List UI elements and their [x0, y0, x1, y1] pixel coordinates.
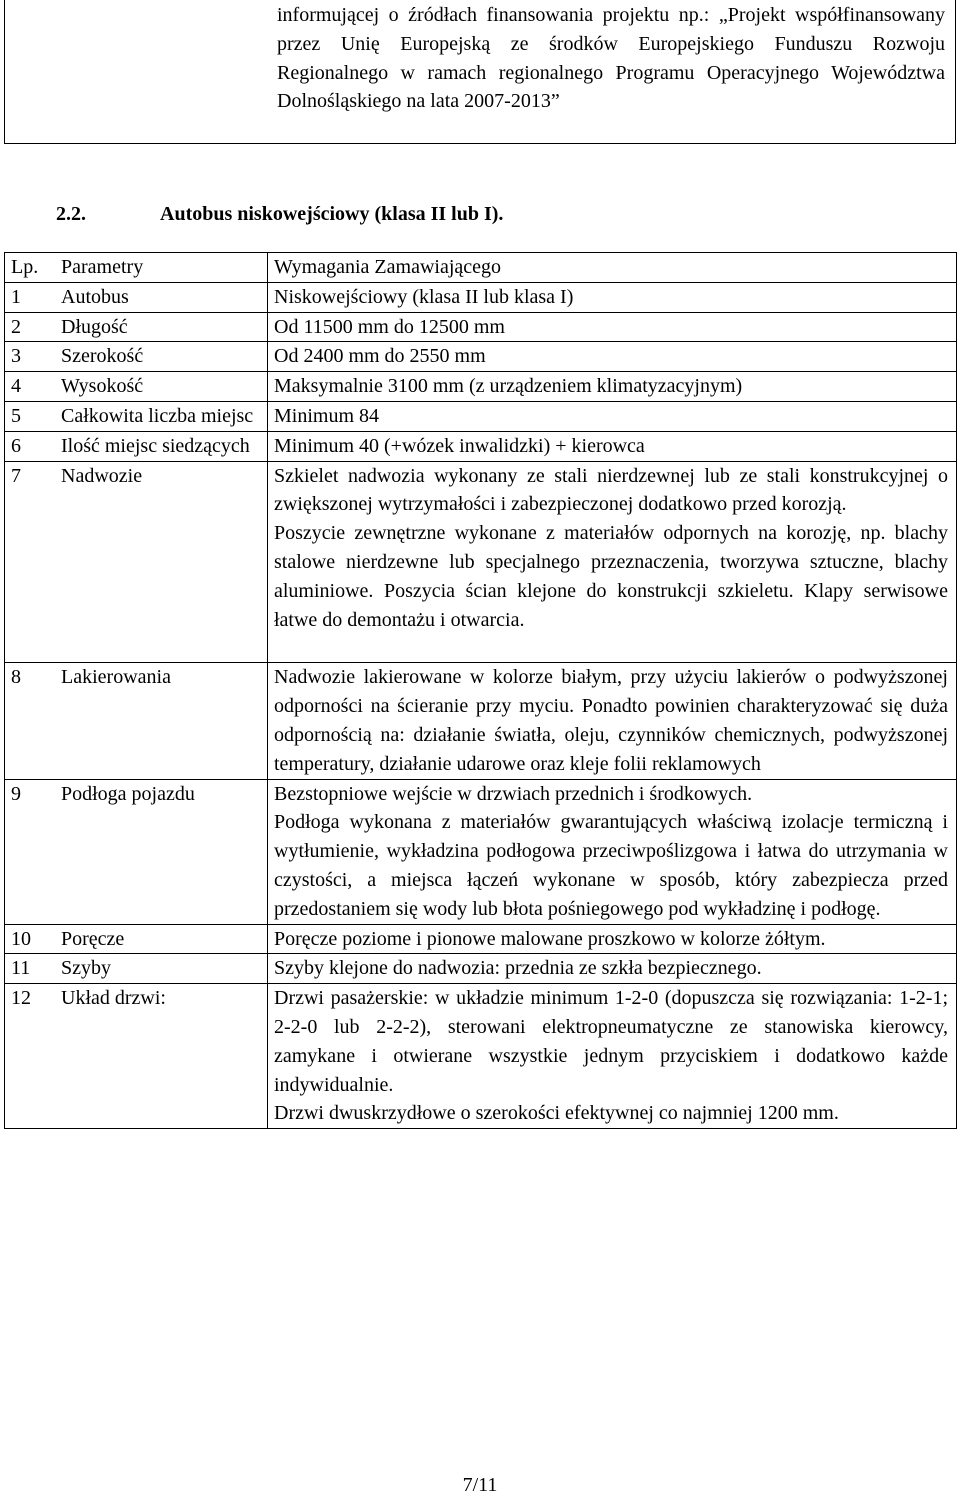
req-text: Nadwozie lakierowane w kolorze białym, przy użyciu lakierów o podwyższonej odporności na ścieranie przy myciu. Ponadto powinien charakteryzować się duża odpornością na: działanie światła, oleju, czynników chemicznych, podwyższonej temperatury, działanie udarowe oraz kleje folii reklamowych — [274, 666, 948, 775]
param-name: Układ drzwi: — [61, 987, 166, 1010]
header-param: Parametry — [61, 256, 144, 278]
param-cell — [5, 312, 268, 342]
row-number: 4 — [11, 375, 21, 398]
top-note-box — [4, 0, 956, 144]
row-number: 11 — [11, 957, 31, 980]
table-row — [5, 779, 957, 924]
table-row — [5, 431, 957, 461]
req-text: Podłoga wykonana z materiałów gwarantujących właściwą izolacje termiczną i wytłumienie, wykładzina podłogowa przeciwpoślizgowa i łatwa do utrzymania w czystości, a miejsca łączeń wykonane w sposób, który zabezpiecza przed przedostaniem się wody lub błota pośniegowego pod wykładzinę i podłogę. — [274, 811, 948, 920]
req-cell — [268, 954, 957, 984]
row-number: 3 — [11, 345, 21, 368]
table-row — [5, 924, 957, 954]
param-cell — [5, 342, 268, 372]
table-row — [5, 312, 957, 342]
req-text: Szyby klejone do nadwozia: przednia ze szkła bezpiecznego. — [274, 957, 762, 980]
req-text: Minimum 40 (+wózek inwalidzki) + kierowca — [274, 434, 645, 457]
param-name: Całkowita liczba miejsc — [61, 404, 254, 427]
row-number: 7 — [11, 464, 21, 487]
param-name: Poręcze — [61, 927, 125, 950]
req-text: Od 2400 mm do 2550 mm — [274, 345, 486, 368]
req-text: Poszycie zewnętrzne wykonane z materiałów odpornych na korozję, np. blachy stalowe nierdzewne lub specjalnego przeznaczenia, tworzywa sztuczne, blachy aluminiowe. Poszycia ścian klejone do konstrukcji szkieletu. Klapy serwisowe łatwe do demontażu i otwarcia. — [274, 522, 948, 631]
param-name: Wysokość — [61, 375, 144, 398]
req-cell — [268, 663, 957, 779]
req-cell — [268, 312, 957, 342]
row-number: 1 — [11, 285, 21, 308]
param-cell — [5, 372, 268, 402]
req-text: Drzwi dwuskrzydłowe o szerokości efektywnej co najmniej 1200 mm. — [274, 1102, 839, 1125]
param-name: Autobus — [61, 285, 129, 308]
table-row — [5, 282, 957, 312]
section-heading — [56, 200, 503, 229]
table-header-row — [5, 253, 957, 283]
req-text: Od 11500 mm do 12500 mm — [274, 315, 505, 338]
req-text: Minimum 84 — [274, 404, 380, 427]
header-req-cell: Wymagania Zamawiającego — [268, 253, 957, 283]
row-number: 9 — [11, 782, 21, 805]
req-cell — [268, 461, 957, 663]
param-cell — [5, 954, 268, 984]
req-text: Niskowejściowy (klasa II lub klasa I) — [274, 285, 574, 308]
page-number: 7/11 — [462, 1474, 498, 1496]
header-lp: Lp. — [11, 256, 39, 278]
table-row — [5, 461, 957, 663]
req-text: Szkielet nadwozia wykonany ze stali nierdzewnej lub ze stali konstrukcyjnej o zwiększonej wytrzymałości i zabezpieczonej dodatkowo przed korozją. — [274, 464, 948, 516]
table-row — [5, 984, 957, 1129]
param-cell — [5, 431, 268, 461]
param-cell — [5, 779, 268, 924]
row-number: 8 — [11, 666, 21, 689]
param-name: Podłoga pojazdu — [61, 782, 195, 805]
row-number: 5 — [11, 404, 21, 427]
table-row — [5, 401, 957, 431]
req-cell — [268, 282, 957, 312]
req-text: Bezstopniowe wejście w drzwiach przednich i środkowych. — [274, 782, 753, 805]
req-cell — [268, 401, 957, 431]
req-text: Poręcze poziome i pionowe malowane proszkowo w kolorze żółtym. — [274, 927, 826, 950]
req-cell — [268, 984, 957, 1129]
table-row — [5, 954, 957, 984]
param-cell — [5, 282, 268, 312]
row-number: 10 — [11, 927, 31, 950]
param-name: Lakierowania — [61, 666, 171, 689]
req-cell — [268, 779, 957, 924]
req-cell — [268, 924, 957, 954]
param-cell — [5, 461, 268, 663]
req-cell — [268, 342, 957, 372]
req-cell — [268, 431, 957, 461]
param-name: Ilość miejsc siedzących — [61, 434, 250, 457]
req-cell — [268, 372, 957, 402]
row-number: 2 — [11, 315, 21, 338]
req-text: Drzwi pasażerskie: w układzie minimum 1-2-0 (dopuszcza się rozwiązania: 1-2-1; 2-2-0 lub 2-2-2), sterowani elektropneumatyczne ze stanowiska kierowcy, zamykane i otwierane wszystkie jednym przyciskiem i dodatkowo każde indywidualnie. — [274, 987, 948, 1096]
row-number: 12 — [11, 987, 31, 1010]
header-param-cell — [5, 253, 268, 283]
requirements-table — [4, 252, 957, 1129]
table-row — [5, 342, 957, 372]
top-note-text: informującej o źródłach finansowania projektu np.: „Projekt współfinansowany przez Unię Europejską ze środków Europejskiego Funduszu Rozwoju Regionalnego w ramach regionalnego Programu Operacyjnego Województwa Dolnośląskiego na lata 2007-2013” — [277, 4, 945, 113]
param-name: Szyby — [61, 957, 111, 980]
section-title: Autobus niskowejściowy (klasa II lub I). — [160, 203, 504, 225]
param-name: Nadwozie — [61, 464, 143, 487]
req-text: Maksymalnie 3100 mm (z urządzeniem klimatyzacyjnym) — [274, 375, 743, 398]
param-cell — [5, 663, 268, 779]
table-row — [5, 372, 957, 402]
param-cell — [5, 984, 268, 1129]
section-number: 2.2. — [56, 203, 86, 225]
row-number: 6 — [11, 434, 21, 457]
param-name: Szerokość — [61, 345, 144, 368]
param-cell — [5, 924, 268, 954]
param-name: Długość — [61, 315, 128, 338]
table-row — [5, 663, 957, 779]
param-cell — [5, 401, 268, 431]
